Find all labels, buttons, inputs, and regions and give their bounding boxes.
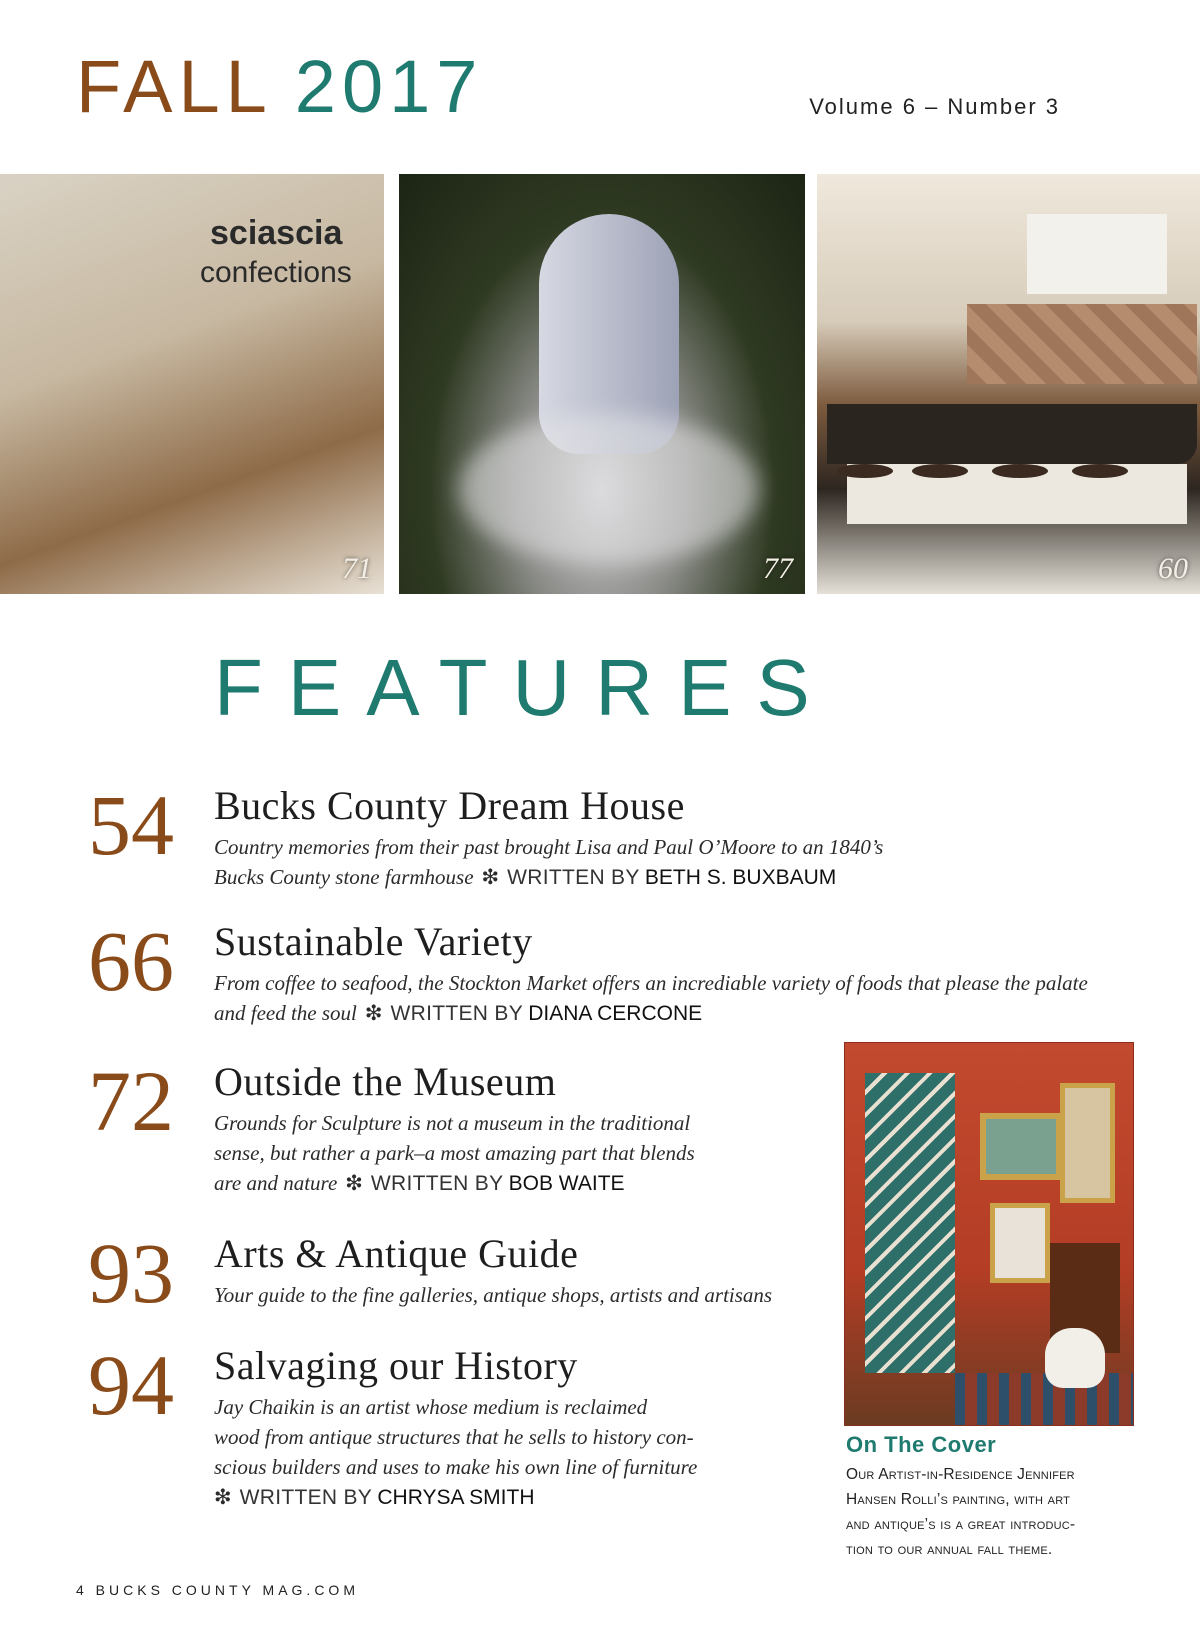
entry-title[interactable]: Bucks County Dream House bbox=[214, 783, 685, 828]
kitchen-stool bbox=[912, 464, 968, 478]
photo-page-number: 77 bbox=[763, 552, 793, 585]
entry-desc-line: sense, but rather a park–a most amazing part that blends bbox=[214, 1141, 695, 1165]
entry-page-number: 93 bbox=[88, 1225, 174, 1321]
volume-number: Volume 6 – Number 3 bbox=[809, 94, 1060, 119]
photo-kitchen[interactable] bbox=[817, 174, 1200, 594]
entry-page-number: 72 bbox=[88, 1053, 174, 1149]
entry-page-number: 66 bbox=[88, 913, 174, 1009]
entry-desc-line: Your guide to the fine galleries, antique shops, artists and artisans bbox=[214, 1283, 773, 1307]
entry-title[interactable]: Salvaging our History bbox=[214, 1343, 578, 1388]
entry-title[interactable]: Outside the Museum bbox=[214, 1059, 557, 1104]
photo-sign-line1: sciascia bbox=[210, 214, 343, 252]
written-by-label: WRITTEN BY bbox=[370, 1172, 504, 1195]
photo-sculpture[interactable] bbox=[399, 174, 805, 594]
written-by-label: WRITTEN BY bbox=[239, 1486, 373, 1509]
entry-author: CHRYSA SMITH bbox=[377, 1486, 535, 1509]
photo-sign-line2: confections bbox=[200, 256, 352, 289]
painting-stairway bbox=[865, 1073, 955, 1373]
kitchen-stool bbox=[837, 464, 893, 478]
season-label: FALL bbox=[76, 45, 273, 128]
asterisk-icon: ❇ bbox=[481, 865, 500, 889]
entry-description bbox=[214, 1280, 904, 1310]
entry-desc-line: wood from antique structures that he sells to history con- bbox=[214, 1425, 694, 1449]
entry-desc-line: are and nature bbox=[214, 1171, 338, 1195]
photo-page-number: 71 bbox=[342, 552, 372, 585]
cover-painting[interactable] bbox=[844, 1042, 1134, 1426]
section-title: FEATURES bbox=[214, 643, 835, 732]
entry-page-number: 94 bbox=[88, 1337, 174, 1433]
entry-description bbox=[214, 968, 1200, 1029]
entry-author: BETH S. BUXBAUM bbox=[644, 866, 837, 889]
written-by-label: WRITTEN BY bbox=[507, 866, 640, 889]
kitchen-stool bbox=[1072, 464, 1128, 478]
entry-description bbox=[214, 832, 974, 893]
kitchen-stool bbox=[992, 464, 1048, 478]
page-footer: 4 BUCKS COUNTY MAG.COM bbox=[76, 1582, 359, 1598]
entry-description bbox=[214, 1392, 824, 1513]
photo-stockton-market[interactable] bbox=[0, 174, 384, 594]
painting-rug bbox=[955, 1373, 1134, 1425]
entry-title[interactable]: Arts & Antique Guide bbox=[214, 1231, 579, 1276]
sculpture-mist bbox=[459, 414, 759, 564]
issue-season bbox=[76, 45, 484, 128]
entry-desc-line: Jay Chaikin is an artist whose medium is reclaimed bbox=[214, 1395, 648, 1419]
painting-dog bbox=[1045, 1328, 1105, 1388]
entry-author: BOB WAITE bbox=[508, 1172, 625, 1195]
year-label: 2017 bbox=[294, 45, 484, 128]
written-by-label: WRITTEN BY bbox=[390, 1002, 523, 1025]
painting-frame bbox=[980, 1113, 1062, 1180]
entry-description bbox=[214, 1108, 814, 1199]
cover-caption-line: Hansen Rolli’s painting, with art bbox=[846, 1491, 1071, 1508]
entry-desc-line: Grounds for Sculpture is not a museum in the traditional bbox=[214, 1111, 691, 1135]
entry-title[interactable]: Sustainable Variety bbox=[214, 919, 533, 964]
cover-caption-title: On The Cover bbox=[846, 1432, 997, 1457]
asterisk-icon: ❇ bbox=[214, 1485, 232, 1509]
painting-frame bbox=[990, 1203, 1050, 1283]
cover-caption-line: and antique’s is a great introduc- bbox=[846, 1516, 1076, 1533]
cover-caption-line: tion to our annual fall theme. bbox=[846, 1541, 1053, 1558]
photo-page-number: 60 bbox=[1158, 552, 1188, 585]
asterisk-icon: ❇ bbox=[345, 1171, 363, 1195]
entry-desc-line: Country memories from their past brought Lisa and Paul O’Moore to an 1840’s bbox=[214, 835, 884, 859]
kitchen-stone-wall bbox=[967, 304, 1197, 384]
entry-author: DIANA CERCONE bbox=[528, 1002, 703, 1025]
cover-caption-text bbox=[846, 1462, 1166, 1562]
entry-desc-line: and feed the soul bbox=[214, 1001, 357, 1025]
asterisk-icon: ❇ bbox=[364, 1001, 383, 1025]
entry-desc-line: scious builders and uses to make his own line of furniture bbox=[214, 1455, 698, 1479]
kitchen-hood bbox=[1027, 214, 1167, 294]
kitchen-counter bbox=[827, 404, 1197, 464]
painting-mirror bbox=[1060, 1083, 1115, 1203]
entry-desc-line: From coffee to seafood, the Stockton Market offers an incrediable variety of foods that please the palate bbox=[214, 971, 1088, 995]
entry-page-number: 54 bbox=[88, 777, 174, 873]
cover-caption-line: Our Artist-in-Residence Jennifer bbox=[846, 1466, 1075, 1483]
entry-desc-line: Bucks County stone farmhouse bbox=[214, 865, 474, 889]
